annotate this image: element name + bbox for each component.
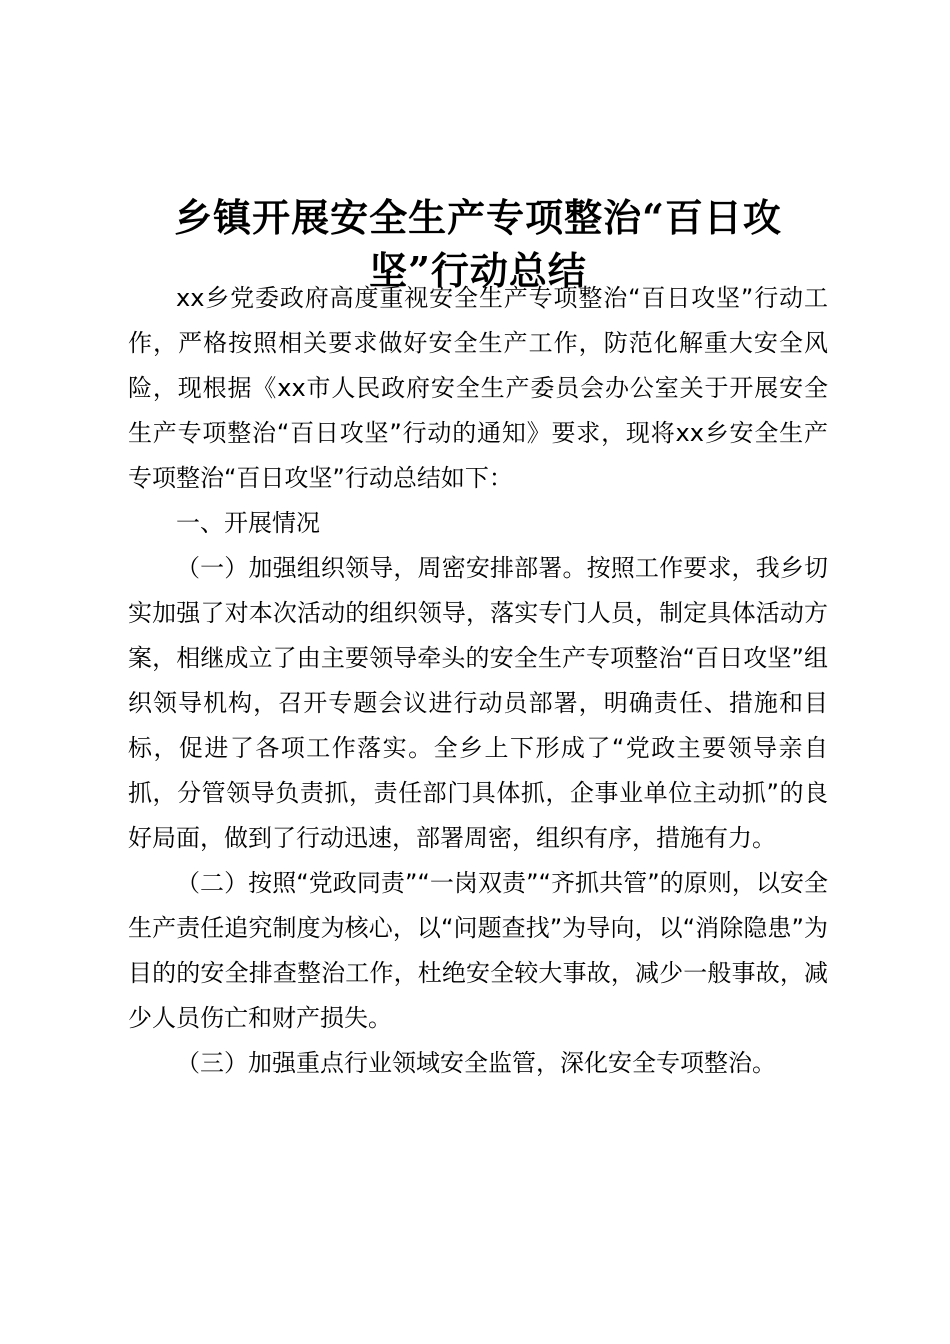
paragraph-item-1: （一）加强组织领导，周密安排部署。按照工作要求，我乡切实加强了对本次活动的组织领导，落实专门人员，制定具体活动方案，相继成立了由主要领导牵头的安全生产专项整治“百日攻坚”组织领导机构，召开专题会议进行动员部署，明确责任、措施和目标，促进了各项工作落实。全乡上下形成了“党政主要领导亲自抓，分管领导负责抓，责任部门具体抓，企事业单位主动抓”的良好局面，做到了行动迅速，部署周密，组织有序，措施有力。 bbox=[128, 554, 828, 852]
intro-paragraph: xx乡党委政府高度重视安全生产专项整治“百日攻坚”行动工作，严格按照相关要求做好安全生产工作，防范化解重大安全风险，现根据《xx市人民政府安全生产委员会办公室关于开展安全生产专项整治“百日攻坚”行动的通知》要求，现将xx乡安全生产专项整治“百日攻坚”行动总结如下： bbox=[128, 284, 828, 492]
section-heading-1: 一、开展情况 bbox=[176, 509, 320, 537]
document-title-line-1: 乡镇开展安全生产专项整治“百日攻 bbox=[174, 195, 782, 241]
paragraph-item-2: （二）按照“党政同责”“一岗双责”“齐抓共管”的原则，以安全生产责任追究制度为核心，以“问题查找”为导向，以“消除隐患”为目的的安全排查整治工作，杜绝安全较大事故，减少一般事故，减少人员伤亡和财产损失。 bbox=[128, 869, 828, 1032]
document-title-line-2: 坚”行动总结 bbox=[369, 248, 587, 294]
document-body bbox=[128, 276, 828, 1086]
paragraph-item-3: （三）加强重点行业领域安全监管，深化安全专项整治。 bbox=[176, 1049, 776, 1077]
